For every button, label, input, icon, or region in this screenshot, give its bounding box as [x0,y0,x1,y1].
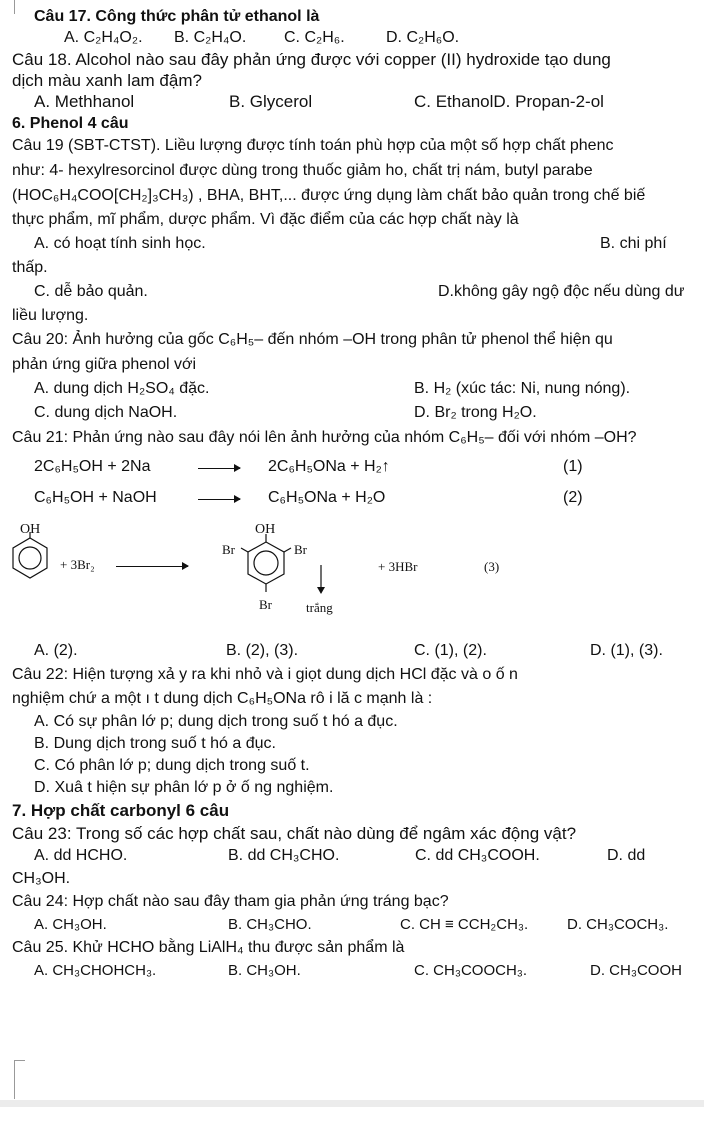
reaction-2-arrow [198,499,240,500]
q17-option-a[interactable]: A. C₂H₄O₂. [64,29,143,46]
q17-stem: Câu 17. Công thức phân tử ethanol là [34,8,320,25]
q19-option-d-continued: liều lượng. [12,307,89,324]
reaction-2-products: C₆H₅ONa + H₂O [268,489,386,506]
q18-option-a[interactable]: A. Methhanol [34,92,135,111]
q20-option-d[interactable]: D. Br₂ trong H₂O. [414,404,537,421]
q17-option-b[interactable]: B. C₂H₄O. [174,29,247,46]
q23-option-d[interactable]: D. dd [607,847,646,864]
section-7-heading: 7. Hợp chất carbonyl 6 câu [12,801,230,820]
q25-option-c[interactable]: C. CH₃COOCH₃. [414,962,528,979]
q19-option-a[interactable]: A. có hoạt tính sinh học. [34,235,206,252]
q19-option-c[interactable]: C. dễ bảo quản. [34,283,148,300]
reaction-2-number: (2) [563,489,583,506]
precipitate-arrow-icon [316,565,326,595]
q19-stem-line4: thực phẩm, mĩ phẩm, dược phẩm. Vì đặc điểm của các hợp chất này là [12,211,519,228]
q22-option-c[interactable]: C. Có phân lớ p; dung dịch trong suố t. [34,757,310,774]
page-bottom-divider [0,1100,704,1107]
q25-stem: Câu 25. Khử HCHO bằng LiAlH₄ thu được sản phẩm là [12,939,405,956]
q23-option-a[interactable]: A. dd HCHO. [34,847,128,864]
q20-option-a[interactable]: A. dung dịch H₂SO₄ đặc. [34,380,210,397]
q19-stem-line3: (HOC₆H₄COO[CH₂]₃CH₃) , BHA, BHT,... được ứng dụng làm chất bảo quản trong chế biế [12,187,646,204]
q24-stem: Câu 24: Hợp chất nào sau đây tham gia phản ứng tráng bạc? [12,893,449,910]
q22-option-b[interactable]: B. Dung dịch trong suố t hó a đục. [34,735,276,752]
q19-stem-line1: Câu 19 (SBT-CTST). Liều lượng được tính toán phù hợp của một số hợp chất phenc [12,137,614,154]
q22-option-d[interactable]: D. Xuâ t hiện sự phân lớ p ở ố ng nghiệm. [34,779,334,796]
q19-stem-line2: như: 4- hexylresorcinol được dùng trong thuốc giảm ho, chất trị nám, butyl parabe [12,162,593,179]
reaction-3-product-oh: OH [255,522,276,537]
q20-stem-line2: phản ứng giữa phenol với [12,356,197,373]
q18-stem-line2: dịch màu xanh lam đậm? [12,71,202,90]
reaction-3-precipitate-label: trắng [306,600,333,615]
q21-option-b[interactable]: B. (2), (3). [226,642,299,659]
q23-option-b[interactable]: B. dd CH₃CHO. [228,847,340,864]
q20-option-c[interactable]: C. dung dịch NaOH. [34,404,178,421]
reaction-1-arrow [198,468,240,469]
q18-stem-line1: Câu 18. Alcohol nào sau đây phản ứng được với copper (II) hydroxide tạo dung [12,50,611,69]
reaction-3-hbr: + 3HBr [378,559,418,574]
q22-option-a[interactable]: A. Có sự phân lớ p; dung dịch trong suố t hó a đục. [34,713,398,730]
q25-option-b[interactable]: B. CH₃OH. [228,962,301,979]
page-corner-top [14,0,15,14]
q22-stem-line2: nghiệm chứ a một ı t dung dịch C₆H₅ONa rô i lă c mạnh là : [12,690,433,707]
q21-option-d[interactable]: D. (1), (3). [590,642,663,659]
q24-option-c[interactable]: C. CH ≡ CCH₂CH₃. [400,916,529,933]
q17-option-c[interactable]: C. C₂H₆. [284,29,345,46]
q23-stem: Câu 23: Trong số các hợp chất sau, chất nào dùng để ngâm xác động vật? [12,824,577,843]
reaction-3-br-bottom: Br [259,597,272,612]
q24-option-b[interactable]: B. CH₃CHO. [228,916,312,933]
tribromophenol-benzene-ring [236,534,296,596]
q17-option-d[interactable]: D. C₂H₆O. [386,29,460,46]
q24-option-a[interactable]: A. CH₃OH. [34,916,107,933]
q22-stem-line1: Câu 22: Hiện tượng xả y ra khi nhỏ và i giọt dung dịch HCl đặc và o ố n [12,666,518,683]
q25-option-a[interactable]: A. CH₃CHOHCH₃. [34,962,157,979]
q18-option-b[interactable]: B. Glycerol [229,92,313,111]
reaction-3-plus-br2: + 3Br₂ [60,557,95,572]
q20-stem-line1: Câu 20: Ảnh hưởng của gốc C₆H₅– đến nhóm –OH trong phân tử phenol thể hiện qu [12,331,613,348]
reaction-3-number: (3) [484,559,500,574]
q21-stem: Câu 21: Phản ứng nào sau đây nói lên ảnh hưởng của nhóm C₆H₅– đối với nhóm –OH? [12,429,637,446]
reaction-1-reactants: 2C₆H₅OH + 2Na [34,458,151,475]
q19-option-b-continued: thấp. [12,259,48,276]
reaction-1-products: 2C₆H₅ONa + H₂↑ [268,458,390,475]
q23-option-d-continued: CH₃OH. [12,870,71,887]
reaction-3-br-right: Br [294,542,307,557]
q24-option-d[interactable]: D. CH₃COCH₃. [567,916,669,933]
phenol-benzene-ring [10,532,50,580]
q25-option-d[interactable]: D. CH₃COOH [590,962,682,979]
reaction-1-number: (1) [563,458,583,475]
q21-option-c[interactable]: C. (1), (2). [414,642,487,659]
reaction-2-reactants: C₆H₅OH + NaOH [34,489,157,506]
q21-option-a[interactable]: A. (2). [34,642,78,659]
q18-option-c[interactable]: C. EthanolD. Propan-2-ol [414,92,604,111]
reaction-3-br-left: Br [222,542,235,557]
reaction-3-phenol-oh: OH [20,522,41,537]
reaction-3-arrow [116,566,188,567]
section-6-heading: 6. Phenol 4 câu [12,115,129,132]
q19-option-b[interactable]: B. chi phí [600,235,667,252]
q20-option-b[interactable]: B. H₂ (xúc tác: Ni, nung nóng). [414,380,631,397]
q23-option-c[interactable]: C. dd CH₃COOH. [415,847,540,864]
q19-option-d[interactable]: D.không gây ngộ độc nếu dùng dư [438,283,685,300]
page-corner-bottom [14,1060,25,1099]
